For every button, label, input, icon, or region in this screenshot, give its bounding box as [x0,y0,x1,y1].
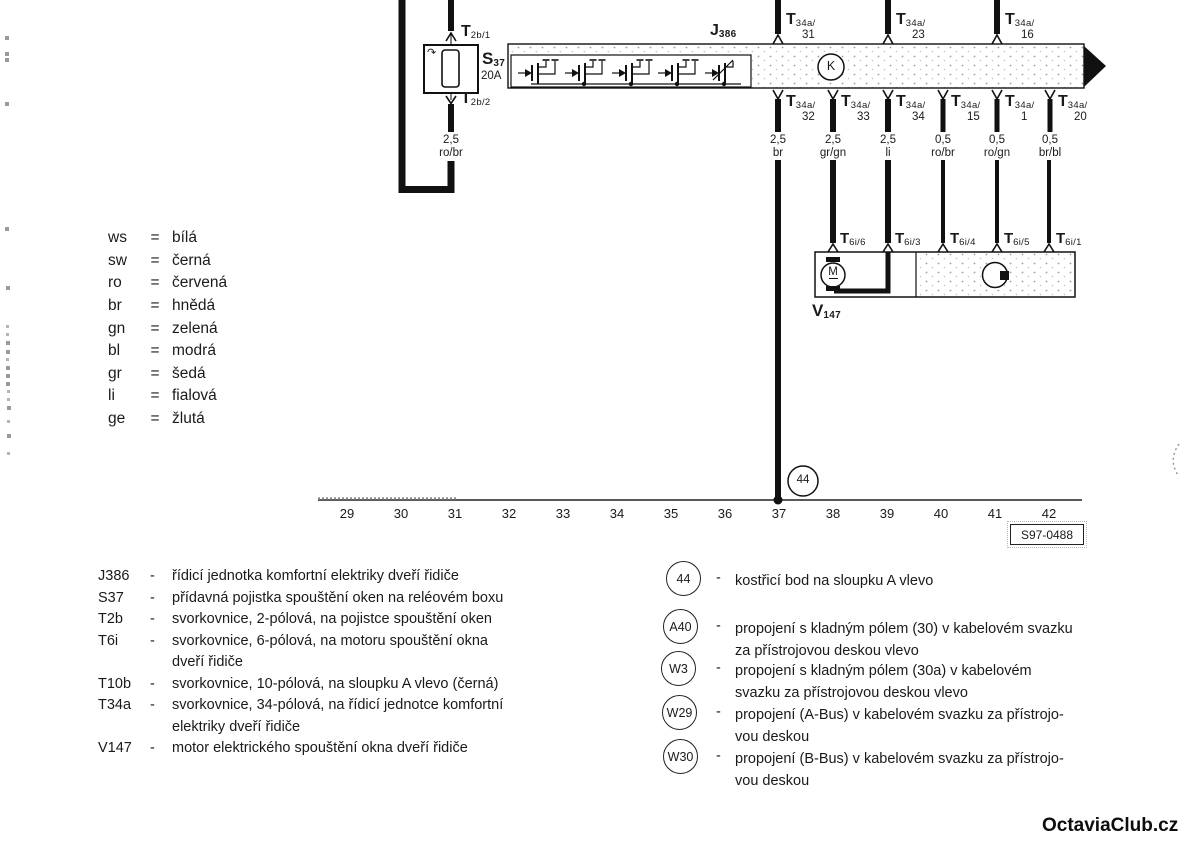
wire-label-fuse: 2,5 ro/br [439,134,463,159]
wire-color-row: br = hnědá [108,297,216,315]
motor-name: $V_{147}$ [812,301,841,321]
legend-row: T6i - svorkovnice, 6-pólová, na motoru spouštění okna dveří řidiče [98,632,488,670]
wire-label-grgn: 2,5 gr/gn [819,134,847,159]
wire-color-row: gn = zelená [108,319,218,337]
control-unit-name: $J_{386}$ [710,22,737,40]
legend-circle-a40: A40 [663,609,698,644]
legend-circle-w3: W3 [661,651,696,686]
wire-color-row: ro = červená [108,274,228,292]
pin-label-t34a-31: $T_{34a/}$ 31 [786,11,816,41]
pin-label-t6i-3: $T_{6i/3}$ [895,230,921,248]
legend-row: S37 - přídavná pojistka spouštění oken na reléovém boxu [98,589,504,606]
legend-text-a40: propojení s kladným pólem (30) v kabelovém svazku za přístrojovou deskou vlevo [735,621,1073,659]
wiring-diagram-page: $T_{2b/1}$ ↷ $S_{37}$ 20A $T_{2b/2}$ 2,5 ro/br $J_{386}$ K $T_{34a/}$ 31 $T_{34a/}$ 23 $T_{34a/}$ 16 $T_{34a/}$ 32 $T_{34a/}$ 33 $T_{34a/}$ 34 $T_{34a/}$ 15 $T_{34a/}$ 1 $T_{34a/}$ 20 2,5 br 2,5 gr/gn 2,5 li 0,5 ro/br 0,5 ro/gn 0,5 br/bl $T_{6i/6}$ $T_{6i/3}$ $T_{6i/4}$ $T_{6i/5}$ $T_{6i/1}$ M $V_{147}$ 44 ws = bílá sw = černá ro = červená br = hnědá gn = zelená bl = modrá gr = šedá li = fialová ge = žlutá 29 30 31 32 33 34 35 36 37 38 39 40 41 42 S97-0488 J386 - řídicí jednotka komfortní elektriky dveří řidiče S37 - přídavná pojistka spouštění oken na reléovém boxu T2b - svorkovnice, 2-pólová, na pojistce spouštění oken T6i - svorkovnice, 6-pólová, na motoru spouštění okna dveří řidiče T10b - svorkovnice, 10-pólová, na sloupku A vlevo (černá) T34a - svorkovnice, 34-pólová, na řídicí jednotce komfortní elektriky dveří řidiče V147 - motor elektrického spouštění okna dveří řidiče 44 - kostřicí bod na sloupku A vlevo A40 - propojení s kladným pólem (30) v kabelovém svazku za přístrojovou deskou vlevo W3 - propojení s kladným pólem (30a) v kabelovém svazku za přístrojovou deskou vlevo W29 - propojení (A-Bus) v kabelovém svazku za přístrojo- vou deskou W30 - propojení (B-Bus) v kabelovém svazku za přístrojo- vou deskou OctaviaClub.cz [0,0,1184,843]
pin-label-t6i-6: $T_{6i/6}$ [840,230,866,248]
diagram-id-box: S97-0488 [1010,524,1084,545]
ground-point-number: 44 [796,474,810,486]
track-number: 40 [933,506,949,521]
motor-box [815,252,1075,297]
pin-label-t34a-15: $T_{34a/}$ 15 [951,93,981,123]
legend-text-w3: propojení s kladným pólem (30a) v kabelovém svazku za přístrojovou deskou vlevo [735,663,1032,701]
pin-label-t34a-23: $T_{34a/}$ 23 [896,11,926,41]
legend-text-w29: propojení (A-Bus) v kabelovém svazku za přístrojo- vou deskou [735,707,1064,745]
connector-label-t2b1: $T_{2b/1}$ [461,23,491,41]
fuse-switch-icon: ↷ [427,47,437,59]
scan-marks [5,36,11,455]
bus-arrow-icon [1084,46,1106,87]
fuse-name: $S_{37}$ [482,49,506,69]
pin-label-t6i-1: $T_{6i/1}$ [1056,230,1082,248]
legend-row: V147 - motor elektrického spouštění okna dveří řidiče [98,740,468,756]
supply-loop-wire [402,0,451,190]
wire-label-li: 2,5 li [880,134,896,159]
sensor-contact [1000,271,1009,280]
legend-text-44: kostřicí bod na sloupku A vlevo [735,573,934,589]
legend-row: T10b - svorkovnice, 10-pólová, na sloupku A vlevo (černá) [98,675,499,692]
legend-circle-44: 44 [666,561,701,596]
track-number: 42 [1041,506,1057,521]
watermark: OctaviaClub.cz [1042,815,1179,836]
wire-color-legend [108,227,227,430]
track-number: 31 [447,506,463,521]
pin-label-t6i-4: $T_{6i/4}$ [950,230,976,248]
track-number: 39 [879,506,895,521]
pin-label-t6i-5: $T_{6i/5}$ [1004,230,1030,248]
pin-label-t34a-33: $T_{34a/}$ 33 [841,93,871,123]
pin-label-t34a-32: $T_{34a/}$ 32 [786,93,816,123]
legend-row: J386 - řídicí jednotka komfortní elektriky dveří řidiče [98,568,459,584]
legend-row: T2b - svorkovnice, 2-pólová, na pojistce spouštění oken [98,611,492,627]
scan-curve [1173,444,1179,475]
legend-row: T34a - svorkovnice, 34-pólová, na řídicí jednotce komfortní elektriky dveří řidiče [98,697,504,735]
track-number: 36 [717,506,733,521]
track-number: 30 [393,506,409,521]
connector-label-t2b2: $T_{2b/2}$ [461,90,491,108]
legend-text-w30: propojení (B-Bus) v kabelovém svazku za přístrojo- vou deskou [735,751,1064,789]
k-relay-label: K [826,59,836,73]
wire-color-row: li = fialová [108,387,217,405]
component-legend [98,566,503,760]
track-number: 38 [825,506,841,521]
ground-junction-dot [774,496,783,505]
fuse-rating: 20A [481,70,502,82]
pin-label-t34a-16: $T_{34a/}$ 16 [1005,11,1035,41]
track-number: 34 [609,506,625,521]
track-number: 32 [501,506,517,521]
ground-rail [318,466,1082,505]
wire-label-rogn: 0,5 ro/gn [983,134,1011,159]
wire-color-row: gr = šedá [108,364,206,382]
pin-label-t34a-20: $T_{34a/}$ 20 [1058,93,1088,123]
wire-label-brbl: 0,5 br/bl [1038,134,1062,159]
wire-color-row: ge = žlutá [108,410,205,428]
pin-label-t34a-1: $T_{34a/}$ 1 [1005,93,1035,123]
pin-label-t34a-34: $T_{34a/}$ 34 [896,93,926,123]
legend-circle-w29: W29 [662,695,697,730]
track-number: 29 [339,506,355,521]
wire-label-robr: 0,5 ro/br [931,134,955,159]
track-number: 33 [555,506,571,521]
track-number: 35 [663,506,679,521]
track-number: 37 [771,506,787,521]
legend-circle-w30: W30 [663,739,698,774]
wire-color-row: sw = černá [108,251,211,269]
motor-m-label: M [828,266,838,278]
wire-color-row: ws = bílá [108,229,197,247]
track-number: 41 [987,506,1003,521]
wire-label-br: 2,5 br [770,134,786,159]
wire-color-row: bl = modrá [108,342,216,360]
